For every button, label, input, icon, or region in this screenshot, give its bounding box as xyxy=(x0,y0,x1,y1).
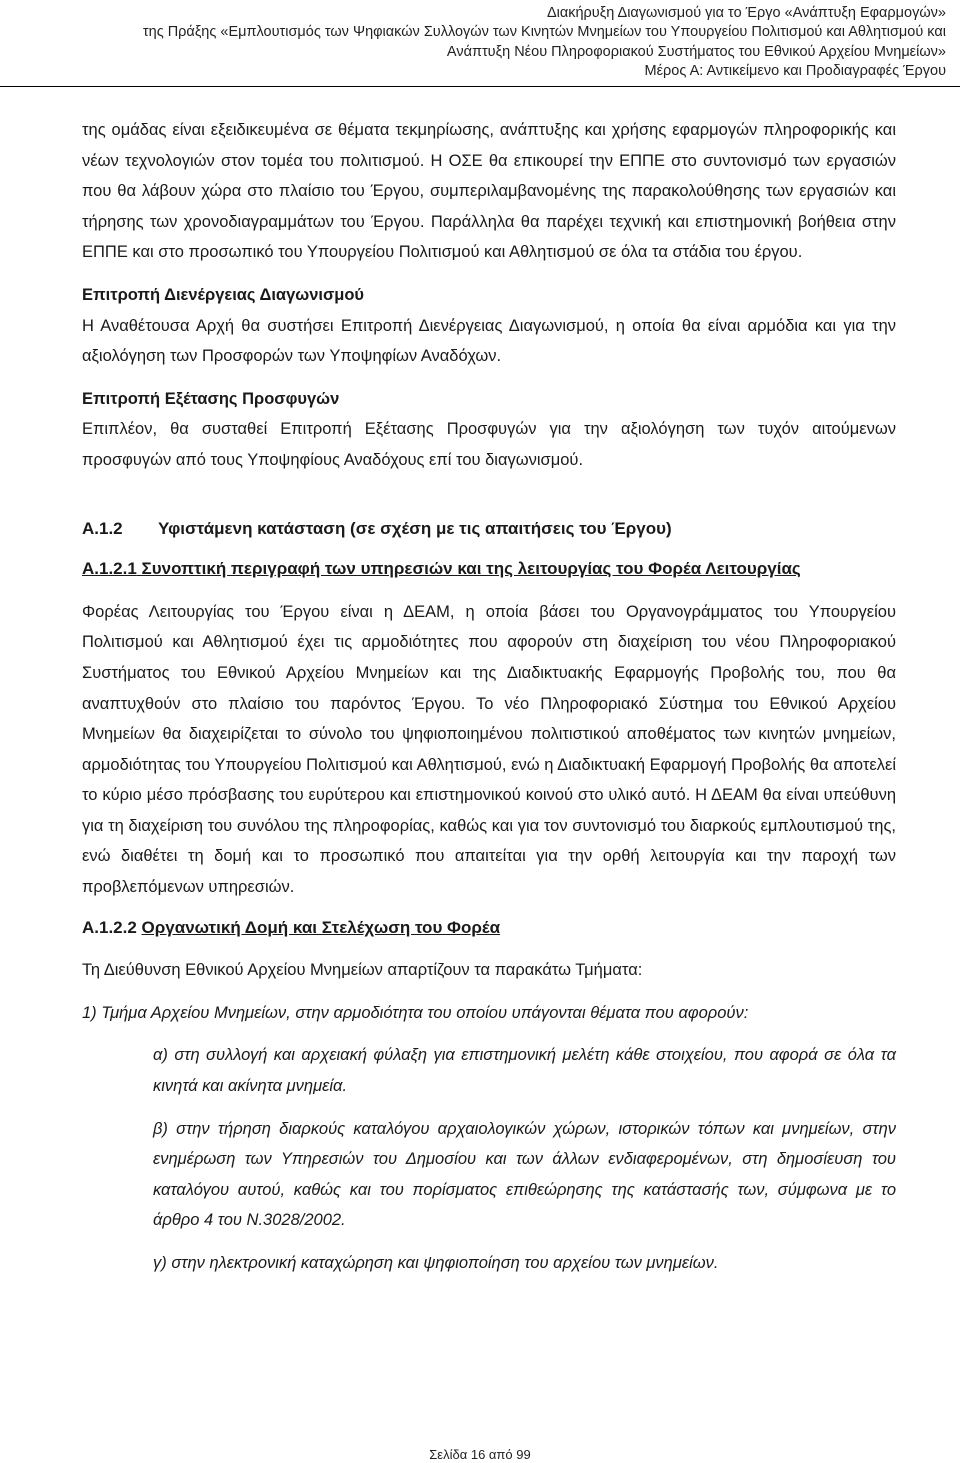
subsection-heading-a122 xyxy=(82,913,896,944)
page-header xyxy=(6,4,946,82)
paragraph-tender-committee: Η Αναθέτουσα Αρχή θα συστήσει Επιτροπή Διενέργειας Διαγωνισμού, η οποία θα είναι αρμόδια και για την αξιολόγηση των Προσφορών των Υποψηφίων Αναδόχων. xyxy=(82,316,896,366)
paragraph-ose: της ομάδας είναι εξειδικευμένα σε θέματα τεκμηρίωσης, ανάπτυξης και χρήσης εφαρμογών πληροφορικής και νέων τεχνολογιών στον τομέα του πολιτισμού. Η ΟΣΕ θα επικουρεί την ΕΠΠΕ στο συντονισμό των εργασιών που θα λάβουν χώρα στο πλαίσιο του Έργου, συμπεριλαμβανομένης της παρακολούθησης των εργασιών και τήρησης των χρονοδιαγραμμάτων του Έργου. Παράλληλα θα παρέχει τεχνική και επιστημονική βοήθεια στην ΕΠΠΕ και στο προσωπικό του Υπουργείου Πολιτισμού και Αθλητισμού σε όλα τα στάδια του έργου. xyxy=(82,121,896,262)
subsection-title: Συνοπτική περιγραφή των υπηρεσιών και της λειτουργίας του Φορέα Λειτουργίας xyxy=(141,559,801,579)
header-line-1: Διακήρυξη Διαγωνισμού για το Έργο «Ανάπτυξη Εφαρμογών» xyxy=(546,5,946,21)
paragraph-appeals-committee: Επιπλέον, θα συσταθεί Επιτροπή Εξέτασης Προσφυγών για την αξιολόγηση των τυχόν αιτούμενων προσφυγών από τους Υποψηφίους Αναδόχους επί του διαγωνισμού. xyxy=(82,420,896,469)
list-item-b: β) στην τήρηση διαρκούς καταλόγου αρχαιολογικών χώρων, ιστορικών τόπων και μνημείων, στην ενημέρωση των Υπηρεσιών του Δημοσίου και των άλλων ενδιαφερομένων, στη δημοσίευση του καταλόγου αυτού, καθώς και του πορίσματος επιθεώρησης της κατάστασής των, σύμφωνα με το άρθρο 4 του Ν.3028/2002. xyxy=(153,1119,896,1230)
section-title: Υφιστάμενη κατάσταση (σε σχέση με τις απαιτήσεις του Έργου) xyxy=(158,518,672,538)
section-number: Α.1.2 xyxy=(82,518,123,538)
list-item-a: α) στη συλλογή και αρχειακή φύλαξη για επιστημονική μελέτη κάθε στοιχείου, που αφορά σε όλα τα κινητά και ακίνητα μνημεία. xyxy=(153,1046,896,1096)
subsection-heading-a121 xyxy=(82,554,896,585)
subsection-title: Οργανωτική Δομή και Στελέχωση του Φορέα xyxy=(141,917,501,937)
subsection-number: Α.1.2.1 xyxy=(82,559,137,579)
header-line-2: της Πράξης «Εμπλουτισμός των Ψηφιακών Συλλογών των Κινητών Μνημείων του Υπουργείου Πολιτισμού και Αθλητισμού και xyxy=(142,24,946,41)
header-divider xyxy=(0,86,960,87)
section-heading-a12 xyxy=(82,514,896,545)
heading-appeals-committee: Επιτροπή Εξέτασης Προσφυγών xyxy=(82,389,340,408)
list-item-c: γ) στην ηλεκτρονική καταχώρηση και ψηφιοποίηση του αρχείου των μνημείων. xyxy=(153,1254,719,1272)
paragraph-departments-intro: Τη Διεύθυνση Εθνικού Αρχείου Μνημείων απαρτίζουν τα παρακάτω Τμήματα: xyxy=(82,961,643,980)
subsection-number: Α.1.2.2 xyxy=(82,917,137,937)
paragraph-operating-body: Φορέας Λειτουργίας του Έργου είναι η ΔΕΑΜ, η οποία βάσει του Οργανογράμματος του Υπουργείου Πολιτισμού και Αθλητισμού έχει τις αρμοδιότητες που αφορούν στη διαχείριση του νέου Πληροφοριακού Συστήματος του Εθνικού Αρχείου Μνημείων και της Διαδικτυακής Εφαρμογής Προβολής του, που θα αναπτυχθούν στο πλαίσιο του παρόντος Έργου. Το νέο Πληροφοριακό Σύστημα του Εθνικού Αρχείου Μνημείων θα διαχειρίζεται το σύνολο του ψηφιοποιημένου πολιτιστικού αποθέματος των κινητών μνημείων, αρμοδιότητας του Υπουργείου Πολιτισμού και Αθλητισμού, ενώ η Διαδικτυακή Εφαρμογή Προβολής θα αποτελεί το κύριο μέσο πρόσβασης του ευρύτερου και επιστημονικού κοινού στο υλικό αυτό. Η ΔΕΑΜ θα είναι υπεύθυνη για τη διαχείριση του συνόλου της πληροφορίας, καθώς και για τον συντονισμό του διαρκούς εμπλουτισμού της, ενώ διαθέτει τη δομή και το προσωπικό που απαιτείται για την ορθή λειτουργία και την παροχή των προβλεπόμενων υπηρεσιών. xyxy=(82,602,896,897)
page-content xyxy=(82,115,896,1279)
header-line-4: Μέρος Α: Αντικείμενο και Προδιαγραφές Έργου xyxy=(644,63,946,80)
heading-tender-committee: Επιτροπή Διενέργειας Διαγωνισμού xyxy=(82,285,365,304)
header-line-3: Ανάπτυξη Νέου Πληροφοριακού Συστήματος του Εθνικού Αρχείου Μνημείων» xyxy=(446,43,946,60)
page-number: Σελίδα 16 από 99 xyxy=(429,1447,531,1462)
paragraph-department-1: 1) Τμήμα Αρχείου Μνημείων, στην αρμοδιότητα του οποίου υπάγονται θέματα που αφορούν: xyxy=(82,1003,749,1022)
